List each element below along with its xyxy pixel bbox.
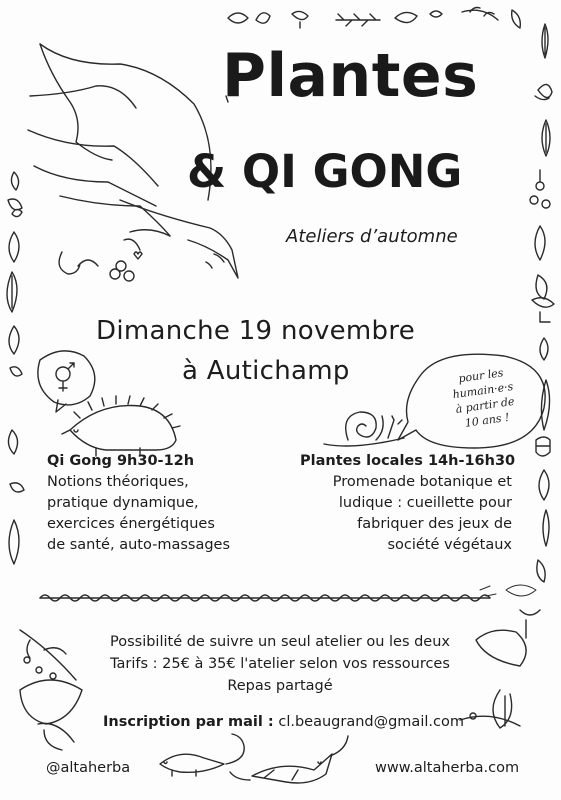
signup-email: cl.beaugrand@gmail.com [278,714,464,730]
bubble-line: 10 ans ! [464,410,511,430]
plant-sprigs-left [20,630,82,750]
plant-sprigs-right [460,610,540,728]
workshop-plantes [300,451,516,556]
social-handle: @altaherba [46,760,131,776]
snail-drawing [324,412,404,446]
workshop-qigong [47,451,267,556]
website-url: www.altaherba.com [375,760,520,776]
poster-title-line2: & QI GONG [187,145,463,198]
workshop-qigong-heading: Qi Gong 9h30-12h [47,453,195,469]
info-line: Possibilité de suivre un seul atelier ou les deux [109,634,450,650]
bubble-line: pour les [457,366,505,386]
divider-chain [40,585,536,601]
info-line: Repas partagé [227,678,333,694]
info-line: Tarifs : 25€ à 35€ l'atelier selon vos ressources [110,656,450,672]
workshop-plantes-heading: Plantes locales 14h-16h30 [300,453,516,469]
gender-symbol-bubble [38,351,95,412]
poster-subtitle: Ateliers d’automne [286,226,458,247]
right-leaf-border [530,84,554,582]
event-place: à Autichamp [182,356,350,386]
workshop-qigong-line: exercices énergétiques [47,516,215,532]
workshop-qigong-line: pratique dynamique, [47,495,199,511]
practical-info [90,631,470,697]
signup-line [103,712,464,732]
hedgehog-drawing [62,396,180,456]
workshop-plantes-line: société végétaux [387,537,512,553]
poster-title: Plantes [222,41,479,111]
mice-drawing [160,734,348,783]
workshop-qigong-line: de santé, auto-massages [47,537,231,553]
bubble-line: humain·e·s [451,379,515,402]
workshop-plantes-line: ludique : cueillette pour [338,495,512,511]
bubble-line: à partir de [454,394,516,416]
workshop-plantes-line: Promenade botanique et [332,474,512,490]
workshop-qigong-line: Notions théoriques, [47,474,189,490]
workshop-plantes-line: fabriquer des jeux de [357,516,512,532]
event-date: Dimanche 19 novembre [96,316,416,346]
signup-label: Inscription par mail : [103,714,274,730]
left-leaf-border [7,172,24,564]
